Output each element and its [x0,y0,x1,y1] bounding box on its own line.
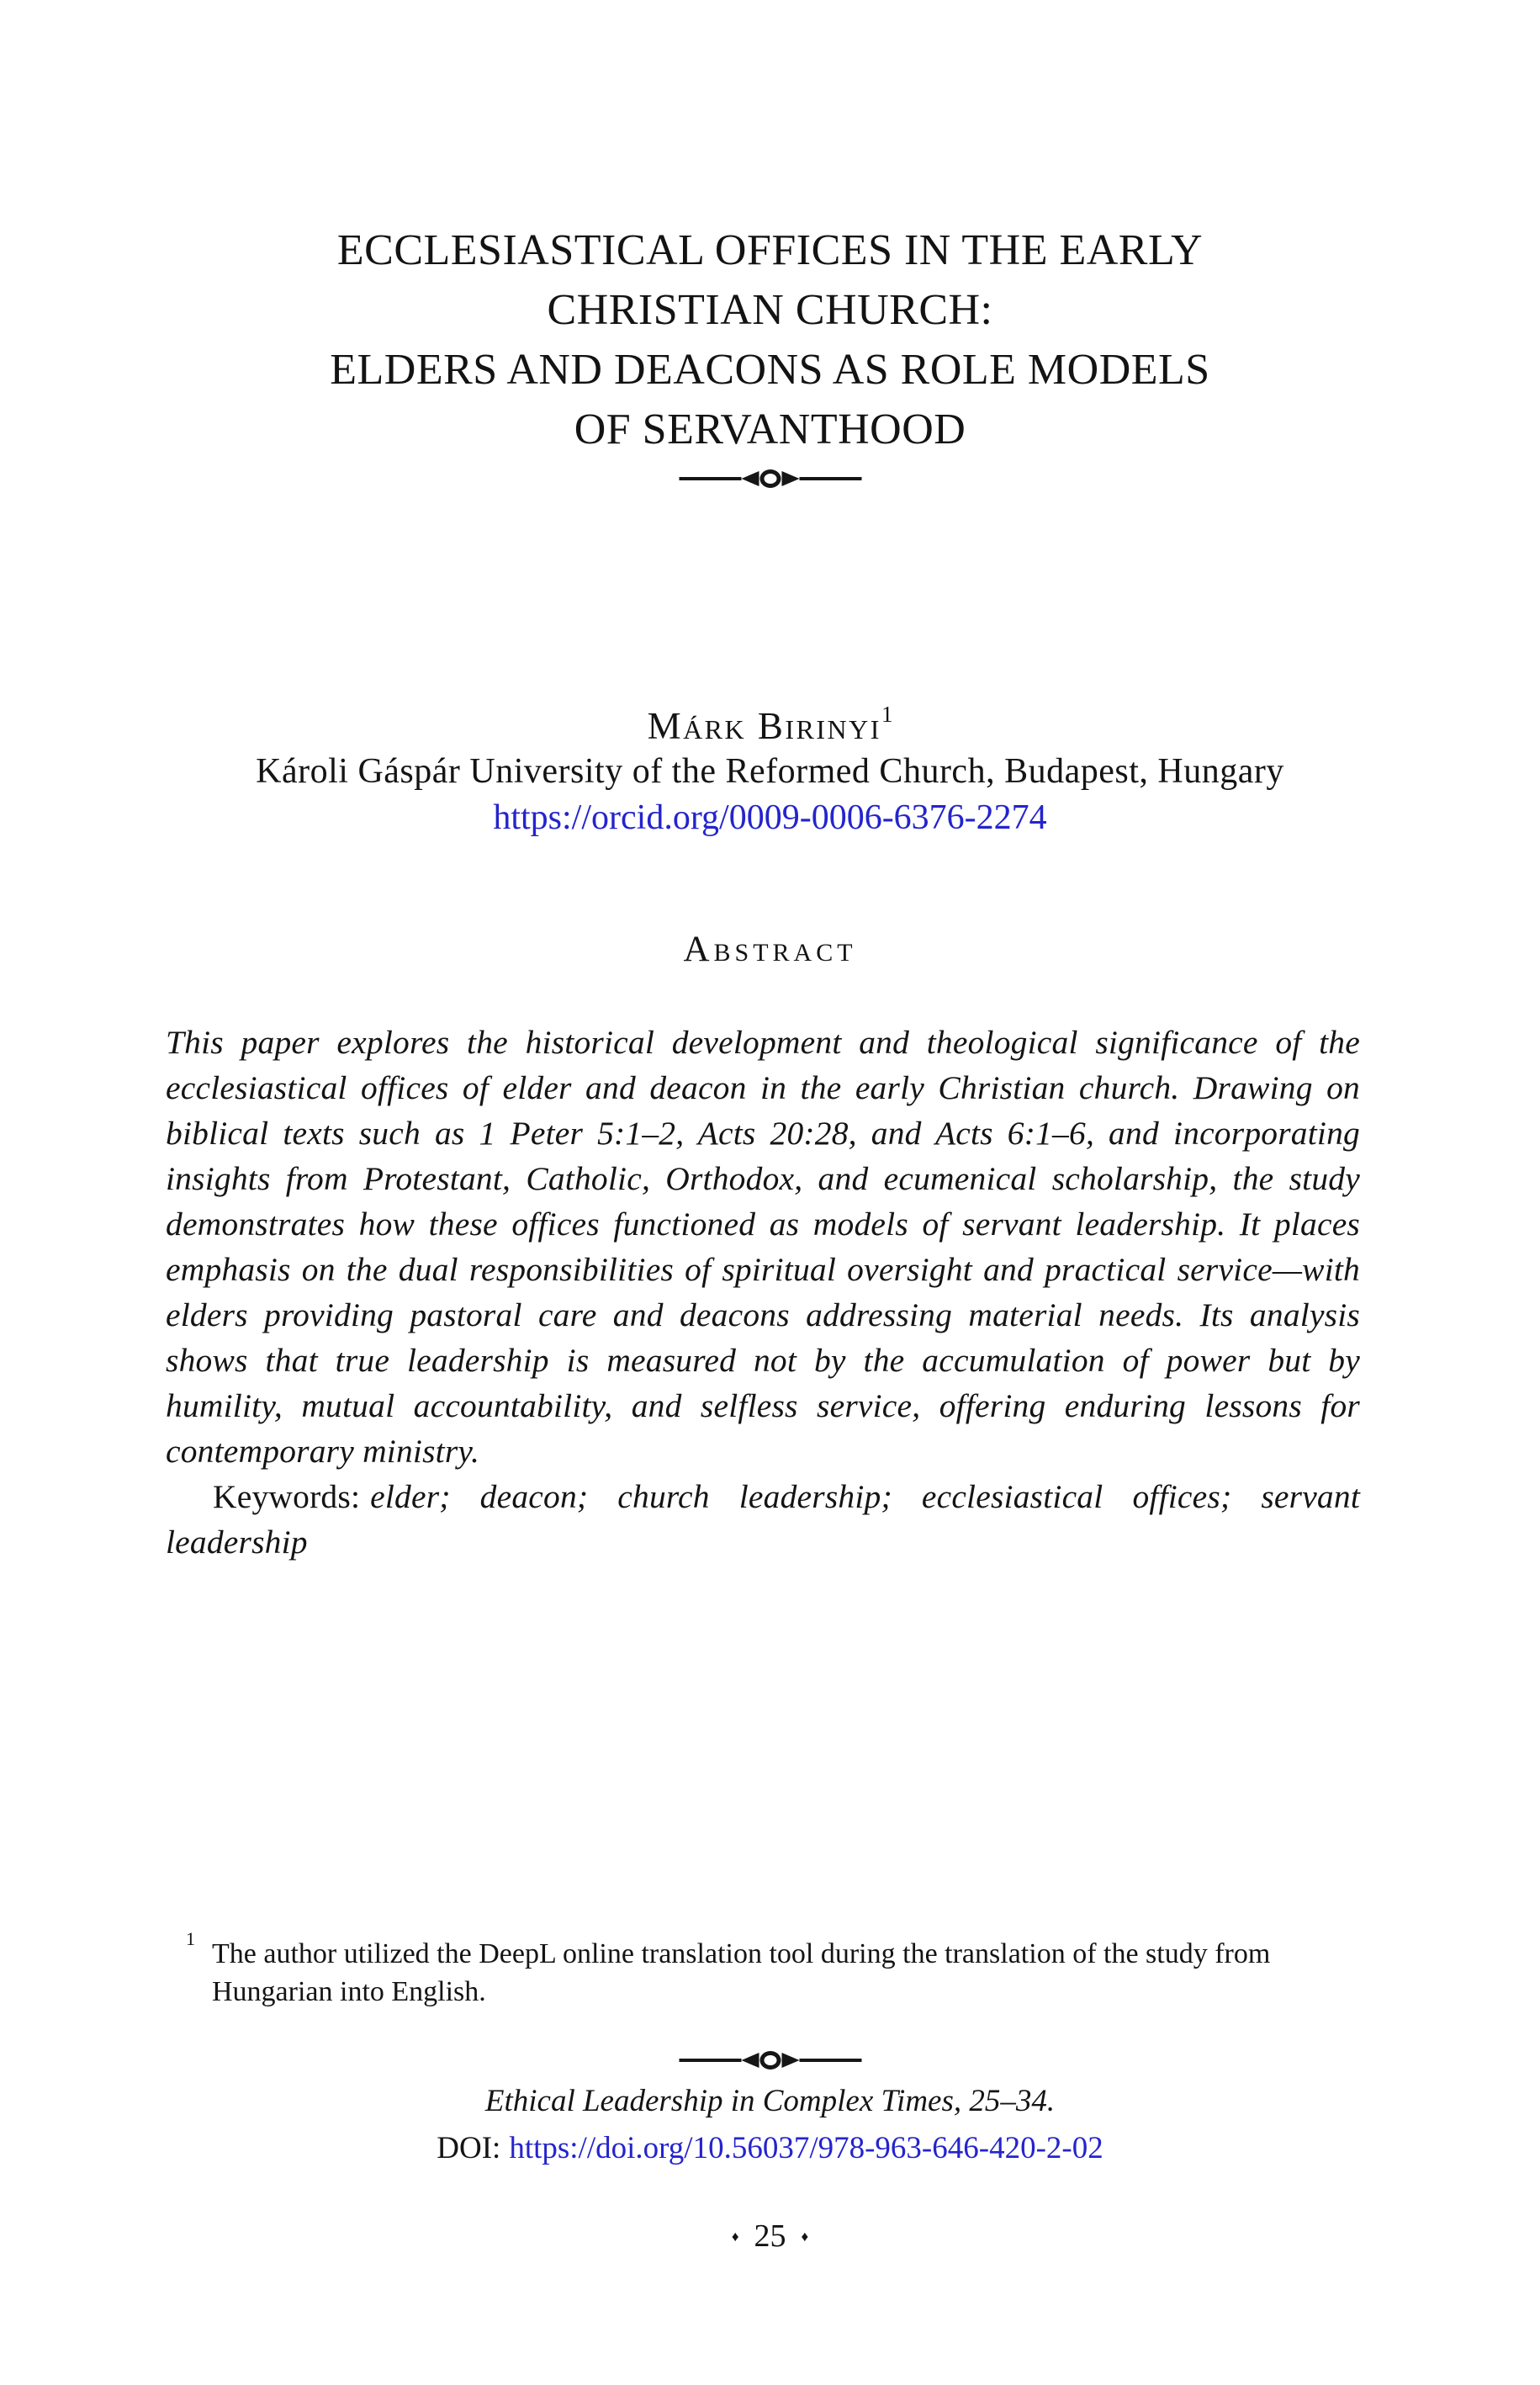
divider-line-left [679,2059,741,2062]
divider-line-left [679,477,741,480]
doi-label: DOI: [437,2131,501,2165]
author-affiliation: Károli Gáspár University of the Reformed Church, Budapest, Hungary [256,752,1284,791]
diamond-ornament-icon: ♦ [801,2229,809,2245]
doi-link[interactable]: https://doi.org/10.56037/978-963-646-420-2-02 [509,2131,1103,2165]
divider-line-right [799,2059,861,2062]
footnote-reference: 1 [881,702,893,727]
divider-circle-icon [759,469,781,488]
author-block [0,703,1540,841]
abstract-heading: Abstract [683,930,857,969]
keywords-label: Keywords: [213,1478,361,1515]
abstract-paragraph: This paper explores the historical development and theological significance of the ecclesiastical offices of elder and deacon in the early Christian church. Drawing on biblical texts such as 1 Peter 5:1–2, Acts 20:28, and Acts 6:1–6, and incorporating insights from Protestant, Catholic, Orthodox, and ecumenical scholarship, the study demonstrates how these offices functioned as models of servant leadership. It places emphasis on the dual responsibilities of spiritual oversight and practical service—with elders providing pastoral care and deacons addressing material needs. Its analysis shows that true leadership is measured not by the accumulation of power but by humility, mutual accountability, and selfless service, offering enduring lessons for contemporary ministry. [166,1024,1360,1470]
section-divider-bottom [679,2051,861,2070]
doi-line [0,2128,1540,2169]
orcid-link[interactable]: https://orcid.org/0009-0006-6376-2274 [493,798,1047,837]
page-number [0,2218,1540,2255]
book-citation: Ethical Leadership in Complex Times, 25–34. [484,2084,1056,2118]
title-line-3: ELDERS AND DEACONS AS ROLE MODELS [330,346,1210,394]
section-divider-top [679,469,861,488]
title-line-4: OF SERVANTHOOD [574,405,966,453]
keywords-text: elder; deacon; church leadership; ecclesiastical offices; servant leadership [166,1478,1360,1561]
title-line-1: ECCLESIASTICAL OFFICES IN THE EARLY [336,226,1204,274]
divider-right-triangle-icon [781,471,799,486]
divider-line-right [799,477,861,480]
footnote [166,1928,1360,2011]
orcid-line [0,795,1540,841]
abstract-section [166,1020,1360,1565]
divider-left-triangle-icon [741,2053,759,2068]
author-name [0,703,1540,749]
divider-right-triangle-icon [781,2053,799,2068]
footnote-marker: 1 [186,1928,195,1949]
keywords-line [166,1474,1360,1565]
footnote-text: The author utilized the DeepL online translation tool during the translation of the study from Hungarian into English. [212,1938,1271,2007]
divider-left-triangle-icon [741,471,759,486]
title-line-2: CHRISTIAN CHURCH: [547,286,993,334]
page-number-value: 25 [754,2218,786,2254]
author-name-text: Márk Birinyi [647,705,881,747]
paper-title [0,220,1540,459]
divider-circle-icon [759,2051,781,2070]
diamond-ornament-icon: ♦ [731,2229,739,2245]
